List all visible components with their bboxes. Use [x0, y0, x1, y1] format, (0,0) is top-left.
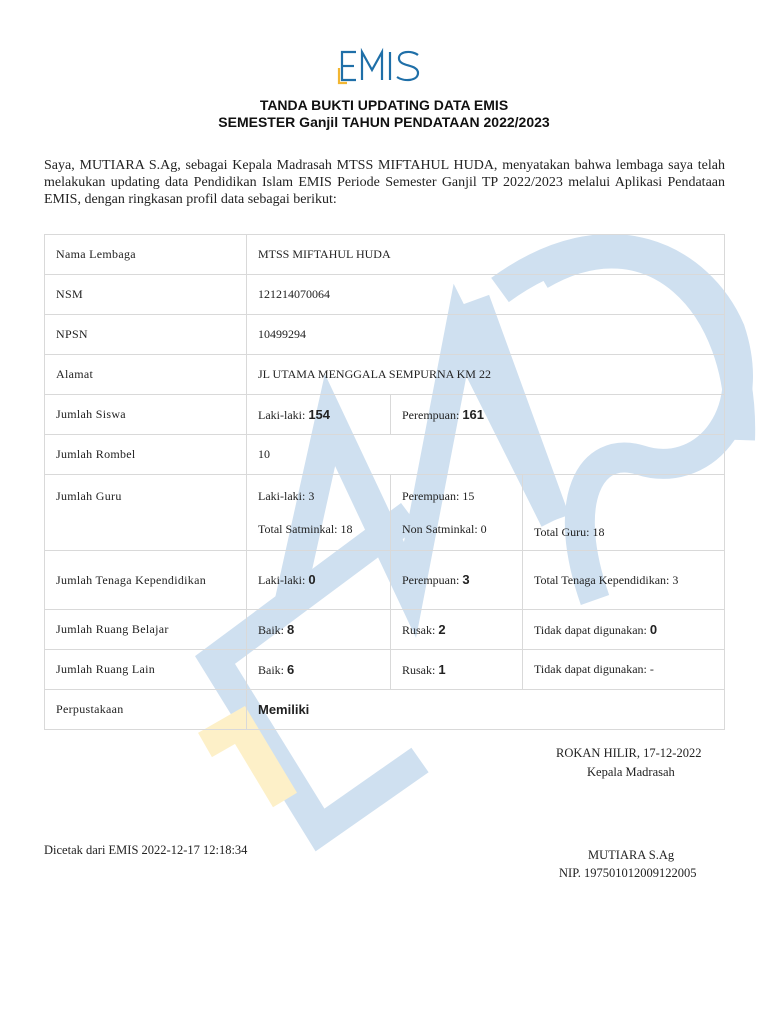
document-title: TANDA BUKTI UPDATING DATA EMIS	[259, 97, 509, 113]
tendik-perempuan-label: Perempuan:	[402, 573, 460, 587]
siswa-perempuan-value: 161	[462, 406, 485, 422]
ruang-belajar-baik-label: Baik:	[258, 622, 284, 637]
ruang-belajar-tdk-label: Tidak dapat digunakan:	[534, 622, 647, 637]
guru-col1	[247, 475, 391, 551]
guru-laki: Laki-laki: 3	[258, 489, 315, 503]
ruang-lain-baik-cell	[247, 650, 391, 690]
row-label: Jumlah Siswa	[45, 395, 247, 435]
tendik-total: Total Tenaga Kependidikan: 3	[523, 551, 725, 610]
profile-table	[44, 234, 725, 730]
tendik-laki-cell	[247, 551, 391, 610]
tendik-laki-label: Laki-laki:	[258, 573, 306, 587]
ruang-belajar-baik-value: 8	[287, 621, 295, 637]
table-row	[45, 551, 725, 610]
emis-logo	[334, 46, 434, 86]
guru-satminkal: Total Satminkal: 18	[258, 522, 353, 536]
signature-name: MUTIARA S.Ag	[588, 848, 675, 862]
alamat-value: JL UTAMA MENGGALA SEMPURNA KM 22	[247, 355, 725, 395]
ruang-lain-tdk: Tidak dapat digunakan: -	[523, 650, 725, 690]
siswa-laki-cell	[247, 395, 391, 435]
ruang-belajar-baik-cell	[247, 610, 391, 650]
ruang-belajar-tdk-cell	[523, 610, 725, 650]
table-row	[45, 275, 725, 315]
guru-perempuan: Perempuan: 15	[402, 489, 475, 503]
ruang-belajar-rusak-label: Rusak:	[402, 622, 436, 637]
document-subtitle: SEMESTER Ganjil TAHUN PENDATAAN 2022/2023	[218, 114, 550, 130]
ruang-belajar-rusak-value: 2	[438, 621, 446, 637]
ruang-lain-baik-value: 6	[287, 661, 295, 677]
row-label: Jumlah Rombel	[45, 435, 247, 475]
signature-role: Kepala Madrasah	[587, 765, 675, 779]
table-row	[45, 690, 725, 730]
row-label: Nama Lembaga	[45, 235, 247, 275]
tendik-laki-value: 0	[308, 572, 316, 587]
table-row	[45, 355, 725, 395]
ruang-belajar-tdk-value: 0	[649, 621, 658, 637]
tendik-perempuan-cell	[391, 551, 523, 610]
table-row	[45, 395, 725, 435]
row-label: Jumlah Ruang Belajar	[45, 610, 247, 650]
ruang-belajar-rusak-cell	[391, 610, 523, 650]
table-row	[45, 475, 725, 551]
printed-timestamp: Dicetak dari EMIS 2022-12-17 12:18:34	[44, 843, 248, 857]
intro-paragraph: Saya, MUTIARA S.Ag, sebagai Kepala Madrasah MTSS MIFTAHUL HUDA, menyatakan bahwa lembaga saya telah melakukan updating data Pendidikan Islam EMIS Periode Semester Ganjil TP 2022/2023 melalui Aplikasi Pendataan EMIS, dengan ringkasan profil data sebagai berikut:	[44, 158, 725, 207]
nama-lembaga-value: MTSS MIFTAHUL HUDA	[247, 235, 725, 275]
ruang-lain-rusak-value: 1	[438, 661, 446, 677]
row-label: NSM	[45, 275, 247, 315]
siswa-perempuan-label: Perempuan:	[402, 407, 460, 422]
signature-place-date: ROKAN HILIR, 17-12-2022	[556, 746, 702, 760]
guru-non-satminkal: Non Satminkal: 0	[402, 522, 487, 536]
table-row	[45, 610, 725, 650]
table-row	[45, 235, 725, 275]
nsm-value: 121214070064	[247, 275, 725, 315]
guru-total: Total Guru: 18	[523, 475, 725, 551]
row-label: Jumlah Tenaga Kependidikan	[45, 551, 247, 610]
ruang-lain-rusak-cell	[391, 650, 523, 690]
signature-nip: NIP. 197501012009122005	[559, 866, 697, 880]
row-label: Jumlah Ruang Lain	[45, 650, 247, 690]
perpustakaan-value: Memiliki	[247, 690, 725, 730]
table-row	[45, 650, 725, 690]
ruang-lain-baik-label: Baik:	[258, 662, 284, 677]
guru-col2	[391, 475, 523, 551]
tendik-perempuan-value: 3	[462, 572, 470, 587]
siswa-laki-label: Laki-laki:	[258, 407, 306, 422]
row-label: Perpustakaan	[45, 690, 247, 730]
row-label: NPSN	[45, 315, 247, 355]
row-label: Jumlah Guru	[45, 475, 247, 551]
table-row	[45, 315, 725, 355]
siswa-perempuan-cell	[391, 395, 725, 435]
ruang-lain-rusak-label: Rusak:	[402, 662, 436, 677]
row-label: Alamat	[45, 355, 247, 395]
rombel-value: 10	[247, 435, 725, 475]
npsn-value: 10499294	[247, 315, 725, 355]
siswa-laki-value: 154	[308, 406, 331, 422]
table-row	[45, 435, 725, 475]
